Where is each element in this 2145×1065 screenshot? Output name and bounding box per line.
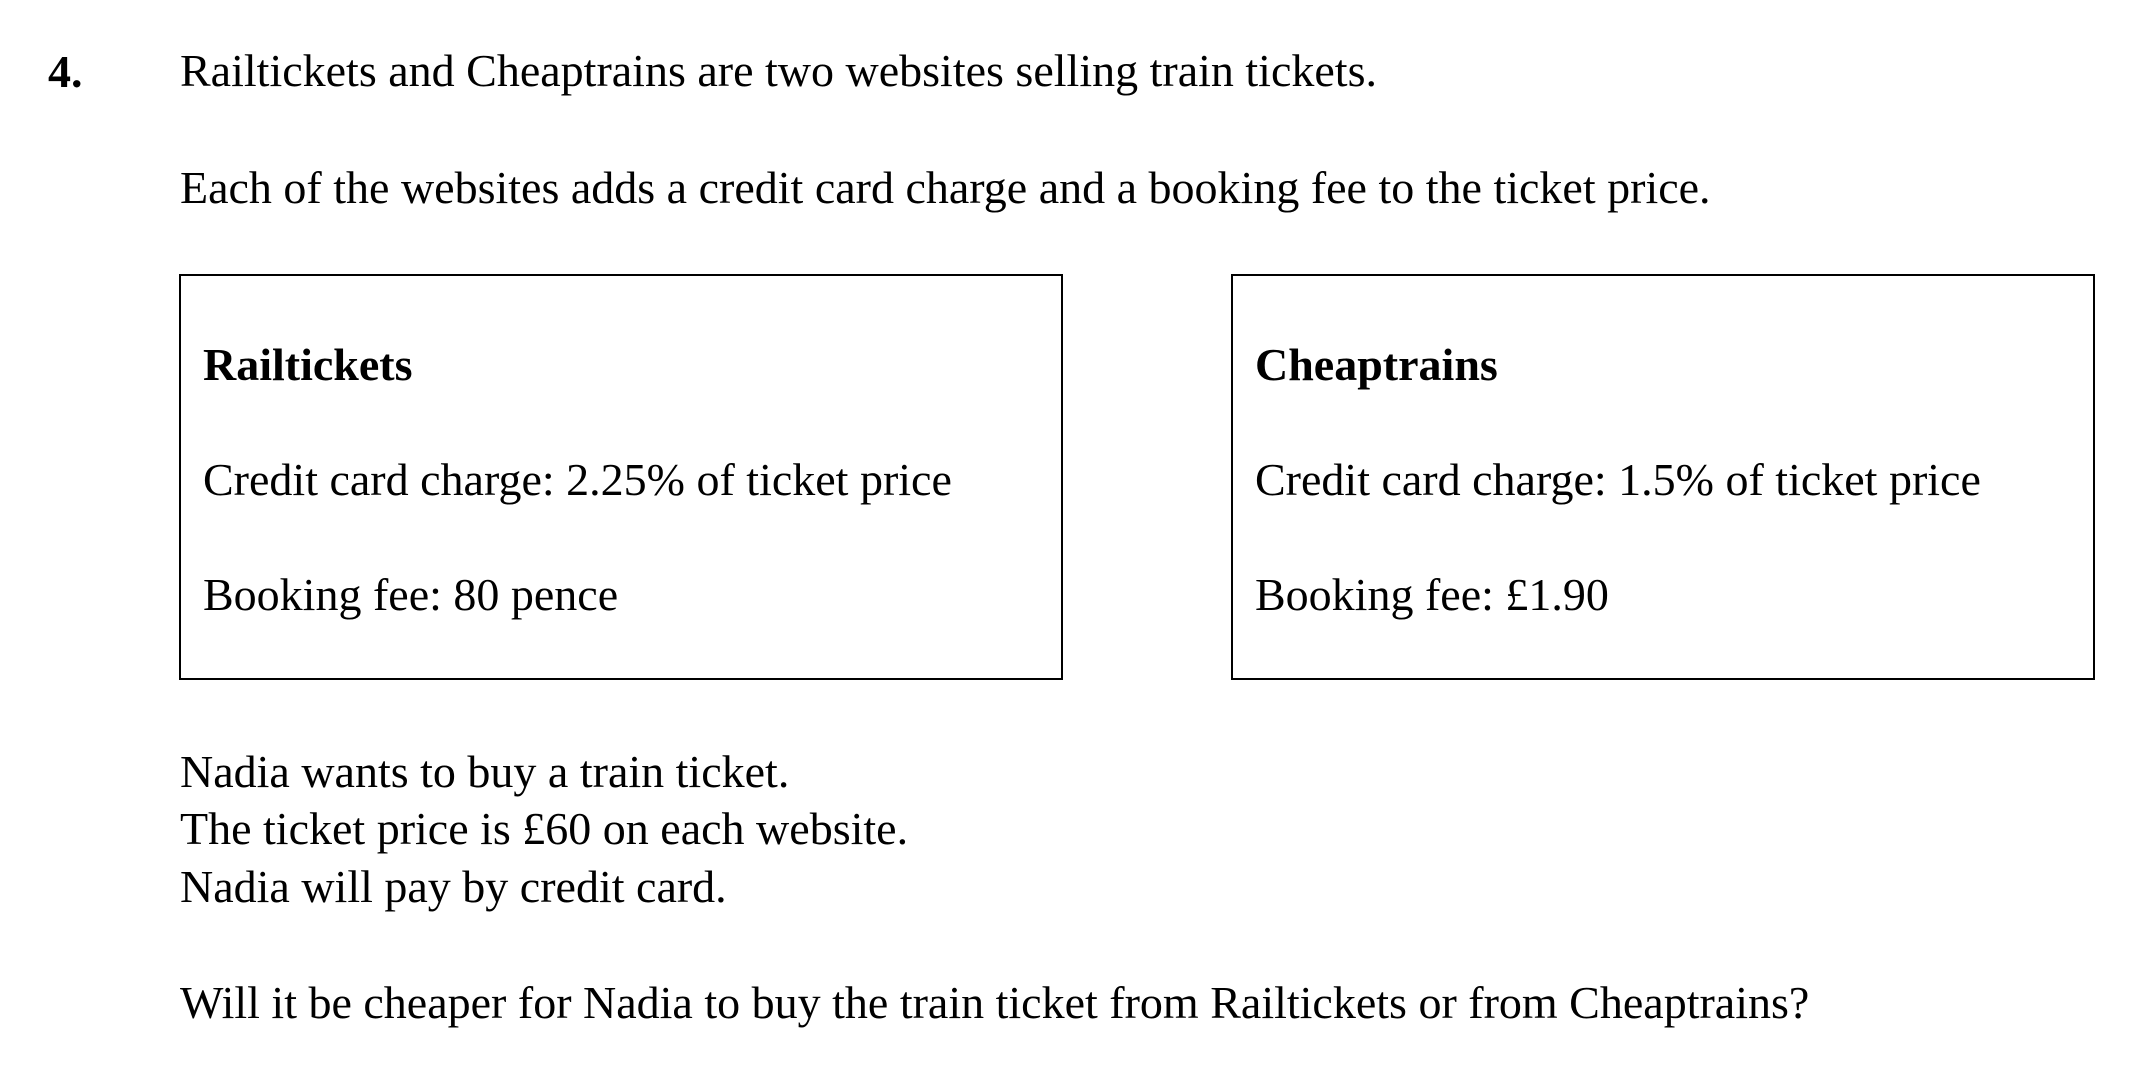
cheaptrains-booking-fee: Booking fee: £1.90	[1255, 569, 1609, 620]
question-number: 4.	[48, 46, 83, 97]
intro-text: Railtickets and Cheaptrains are two websites selling train tickets.	[180, 45, 1377, 96]
railtickets-booking-fee: Booking fee: 80 pence	[203, 569, 619, 620]
cheaptrains-box	[1231, 274, 2095, 680]
scenario-line-1: Nadia wants to buy a train ticket.	[180, 746, 790, 797]
railtickets-credit-card-charge: Credit card charge: 2.25% of ticket price	[203, 454, 952, 505]
cheaptrains-credit-card-charge: Credit card charge: 1.5% of ticket price	[1255, 454, 1981, 505]
question-prompt: Will it be cheaper for Nadia to buy the train ticket from Railtickets or from Cheaptrains?	[180, 977, 1810, 1028]
cheaptrains-title: Cheaptrains	[1255, 339, 1498, 390]
railtickets-title: Railtickets	[203, 339, 413, 390]
scenario-line-2: The ticket price is £60 on each website.	[180, 803, 909, 854]
charges-sentence: Each of the websites adds a credit card charge and a booking fee to the ticket price.	[180, 162, 1711, 213]
scenario-line-3: Nadia will pay by credit card.	[180, 861, 727, 912]
railtickets-box	[179, 274, 1063, 680]
